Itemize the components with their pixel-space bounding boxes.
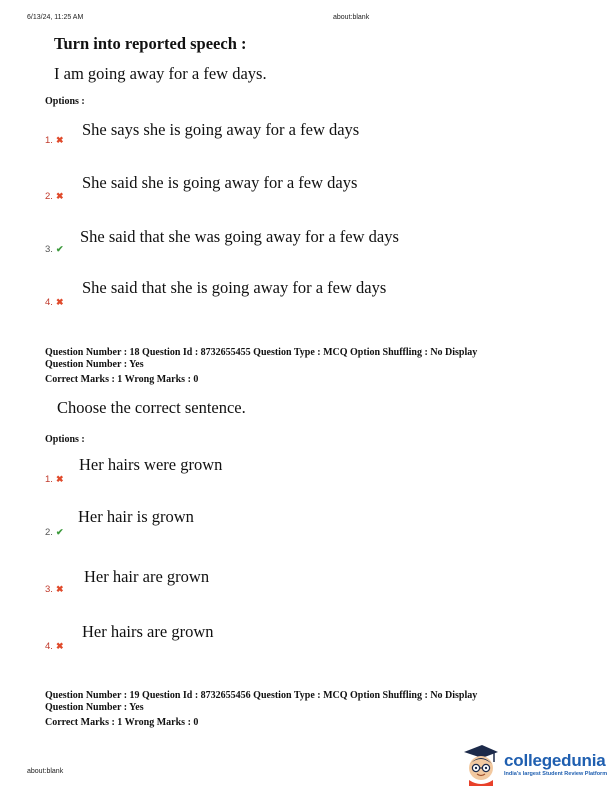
option-text: Her hairs are grown (82, 622, 214, 641)
option-text: She says she is going away for a few days (82, 120, 360, 139)
question-meta-line: Question Number : 19 Question Id : 8732655456 Question Type : MCQ Option Shuffling : No Display (45, 690, 478, 701)
option-number (45, 135, 63, 146)
option-text: She said that she is going away for a few days (82, 278, 387, 297)
question-meta (45, 690, 477, 729)
cross-icon: ✖ (55, 297, 64, 307)
option-number-label: 2. (45, 191, 53, 202)
print-footer-url: about:blank (27, 768, 64, 775)
question-text: Choose the correct sentence. (57, 398, 246, 417)
question-title: Turn into reported speech : (54, 34, 247, 53)
collegedunia-logo (460, 740, 610, 788)
question-meta (45, 347, 477, 386)
cross-icon: ✖ (55, 474, 64, 484)
option-text: Her hairs were grown (79, 455, 223, 474)
checkmark-icon: ✔ (55, 527, 64, 537)
option-number (45, 297, 63, 308)
option-number-label: 2. (45, 527, 53, 538)
question-meta-line: Correct Marks : 1 Wrong Marks : 0 (45, 717, 199, 728)
question-meta-line: Question Number : Yes (45, 702, 144, 713)
option-number (45, 641, 63, 652)
option-number-label: 1. (45, 135, 53, 146)
logo-tagline: India's largest Student Review Platform (504, 771, 608, 777)
option-number (45, 191, 63, 202)
option-number-label: 4. (45, 297, 53, 308)
option-number (45, 584, 63, 595)
graduate-mascot-icon (460, 742, 500, 786)
option-text: She said that she was going away for a few days (80, 227, 399, 246)
cross-icon: ✖ (55, 135, 64, 145)
option-text: Her hair are grown (84, 567, 210, 586)
question-meta-line: Question Number : Yes (45, 359, 144, 370)
option-number (45, 527, 63, 538)
option-text: She said she is going away for a few days (82, 173, 358, 192)
question-meta-line: Question Number : 18 Question Id : 8732655455 Question Type : MCQ Option Shuffling : No Display (45, 347, 478, 358)
question-meta-line: Correct Marks : 1 Wrong Marks : 0 (45, 374, 199, 385)
checkmark-icon: ✔ (55, 244, 64, 254)
options-label: Options : (45, 96, 85, 107)
cross-icon: ✖ (55, 641, 64, 651)
option-number (45, 244, 63, 255)
option-number-label: 4. (45, 641, 53, 652)
logo-brand-name: collegedunia (504, 751, 606, 770)
cross-icon: ✖ (55, 584, 64, 594)
option-number-label: 3. (45, 584, 53, 595)
print-page-title: about:blank (333, 14, 370, 21)
option-number (45, 474, 63, 485)
question-text: I am going away for a few days. (54, 64, 267, 83)
option-number-label: 3. (45, 244, 53, 255)
print-timestamp: 6/13/24, 11:25 AM (27, 14, 84, 21)
cross-icon: ✖ (55, 191, 64, 201)
options-label: Options : (45, 434, 85, 445)
option-number-label: 1. (45, 474, 53, 485)
option-text: Her hair is grown (78, 507, 194, 526)
